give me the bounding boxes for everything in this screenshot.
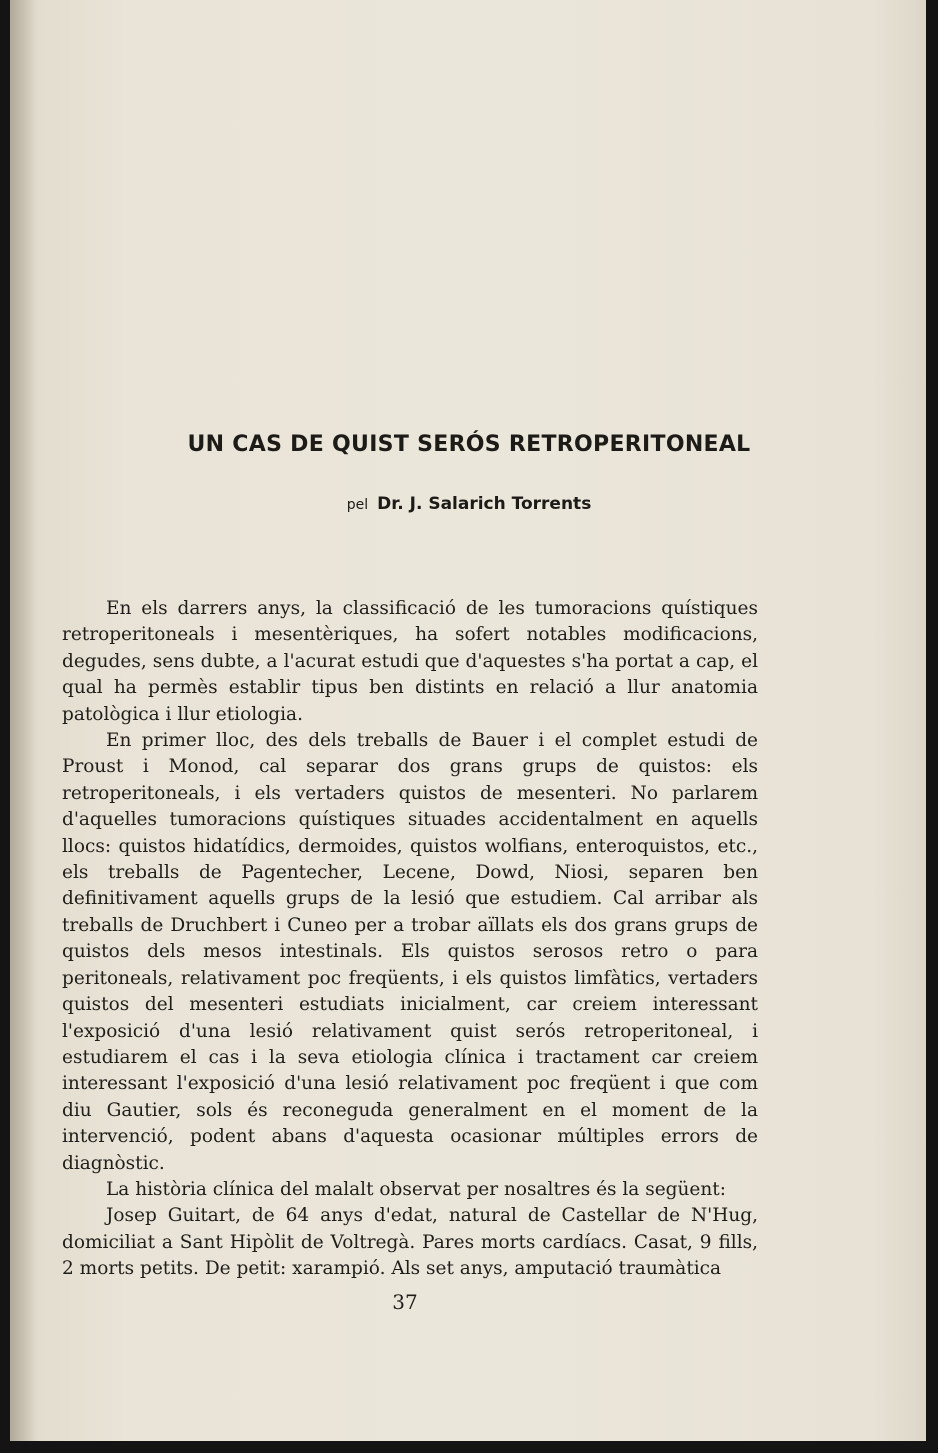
author-name: Dr. J. Salarich Torrents xyxy=(377,494,592,514)
byline xyxy=(60,494,878,514)
paragraph: La història clínica del malalt observat per nosaltres és la següent: xyxy=(106,1178,726,1200)
paragraph: En els darrers anys, la classificació de les tumoracions quístiques retroperitoneals i mesentèriques, ha sofert notables modificacions, degudes, sens dubte, a l'acurat estudi que d'aquestes s'ha portat a cap, el qual ha permès establir tipus ben distints en relació a llur anatomia patològica i llur etiologia. xyxy=(62,598,758,725)
paragraph: Josep Guitart, de 64 anys d'edat, natural de Castellar de N'Hug, domiciliat a Sant Hipòlit de Voltregà. Pares morts cardíacs. Casat, 9 fills, 2 morts petits. De petit: xarampió. Als set anys, amputació traumàtica xyxy=(62,1205,758,1280)
page-number: 37 xyxy=(392,1290,418,1314)
article-body xyxy=(62,596,758,1283)
binding-shadow xyxy=(10,0,36,1441)
paragraph: En primer lloc, des dels treballs de Bauer i el complet estudi de Proust i Monod, cal separar dos grans grups de quistos: els retroperitoneals, i els vertaders quistos de mesenteri. No parlarem d'aquelles tumoracions quístiques situades accidentalment en aquells llocs: quistos hidatídics, dermoides, quistos wolfians, enteroquistos, etc., els treballs de Pagentecher, Lecene, Dowd, Niosi, separen ben definitivament aquells grups de la lesió que estudiem. Cal arribar als treballs de Druchbert i Cuneo per a trobar aïllats els dos grans grups de quistos dels mesos intestinals. Els quistos serosos retro o para peritoneals, relativament poc freqüents, i els quistos limfàtics, vertaders quistos del mesenteri estudiats inicialment, car creiem interessant l'exposició d'una lesió relativament quist serós retroperitoneal, i estudiarem el cas i la seva etiologia clínica i tractament car creiem interessant l'exposició d'una lesió relativament poc freqüent i que com diu Gautier, sols és reconeguda generalment en el moment de la intervenció, podent abans d'aquesta ocasionar múltiples errors de diagnòstic. xyxy=(62,730,758,1174)
article-title: UN CAS DE QUIST SERÓS RETROPERITONEAL xyxy=(187,432,751,457)
byline-prefix: pel xyxy=(346,497,369,513)
